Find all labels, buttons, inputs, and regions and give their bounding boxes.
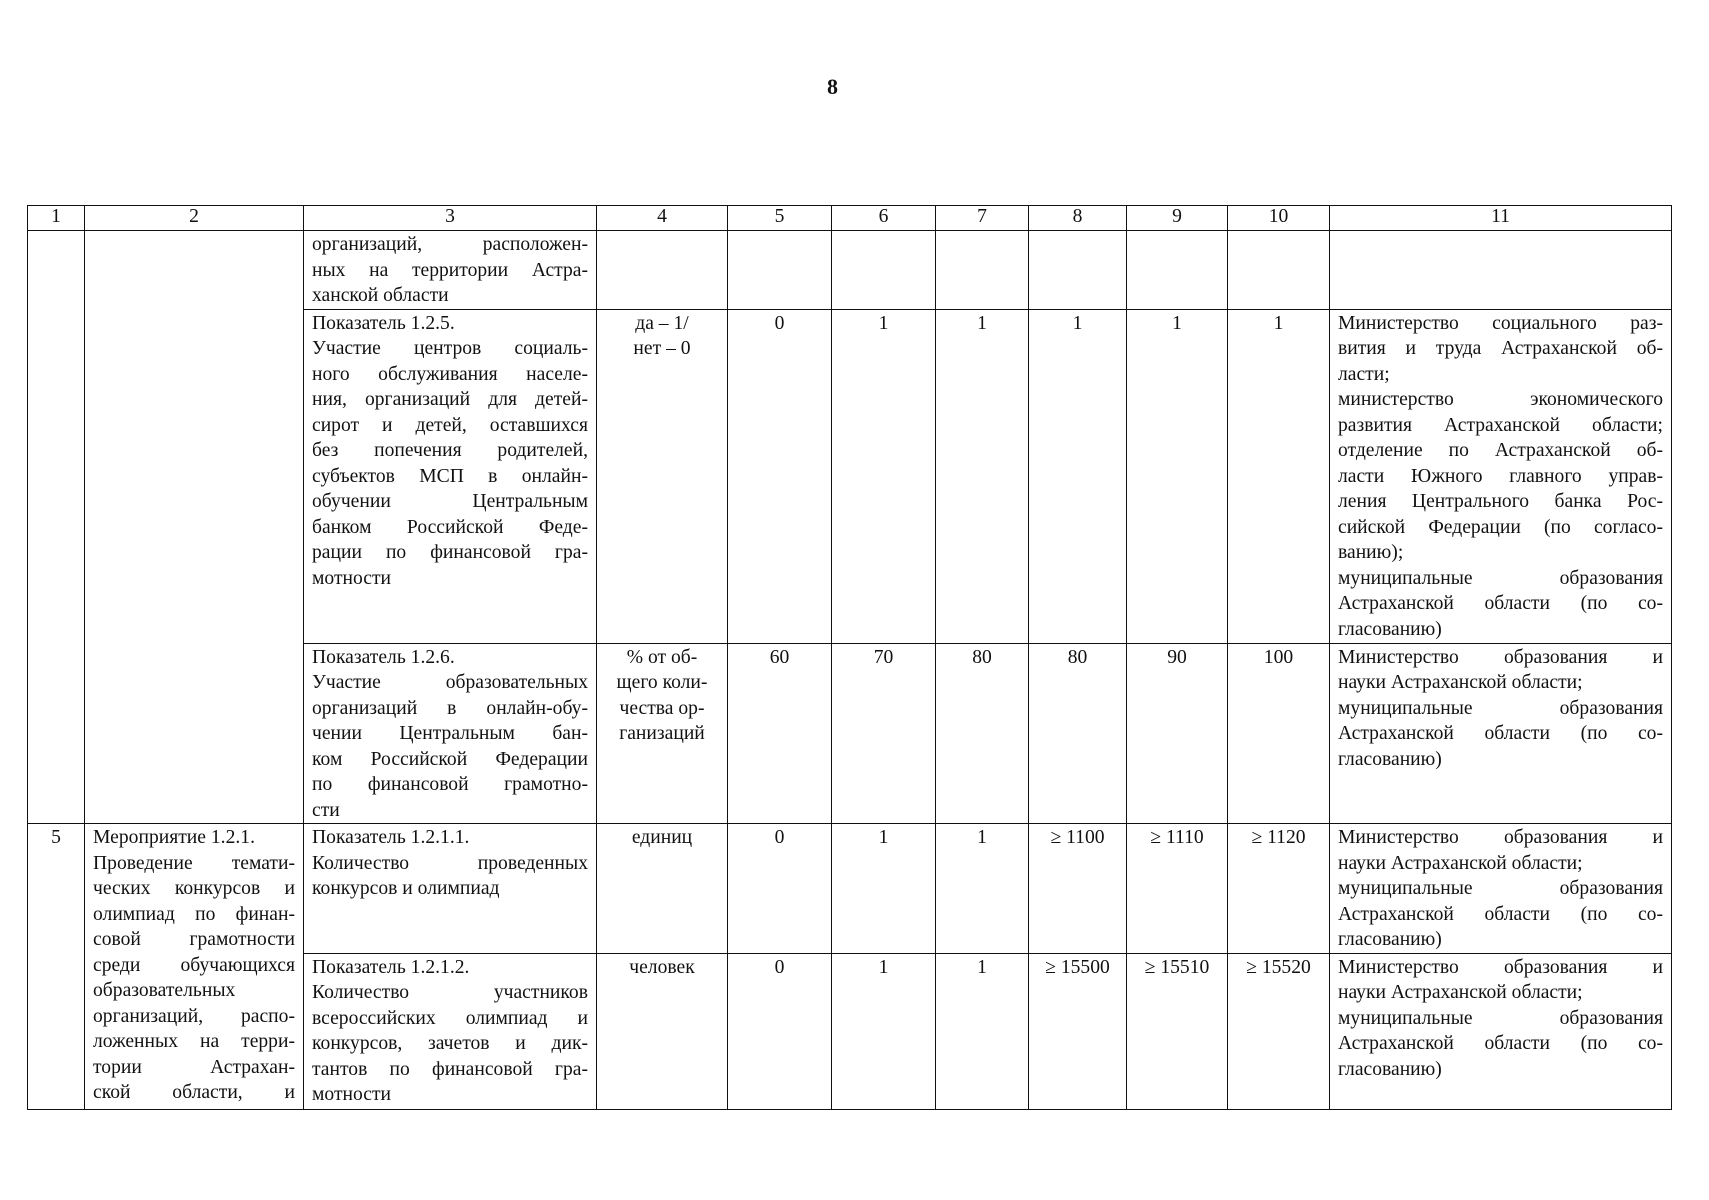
value-cell: ≥ 15500 [1029,953,1127,1109]
page-number: 8 [827,74,838,99]
text-line: да – 1/ [635,312,689,334]
text-line: гласованию) [1338,929,1442,950]
value-cell: 100 [1228,643,1330,824]
text-line: ванию); [1338,542,1404,563]
text-line: министерство экономического [1338,389,1663,410]
text-line: образовательных [93,980,236,1001]
text-line: единиц [631,827,693,848]
row-number-cell: 5 [28,824,85,1110]
text-line: ханской области [312,285,449,306]
text-line: ческих конкурсов и [93,878,295,899]
value-cell [1228,231,1330,310]
responsible-cell [1330,953,1672,1109]
value-cell: 1 [936,309,1029,643]
value-cell: 1 [936,824,1029,954]
text-line: науки Астраханской области; [1338,672,1583,693]
responsible-cell [1330,309,1672,643]
activity-cell [85,231,304,824]
value-cell: 1 [1228,309,1330,643]
column-header: 4 [597,206,728,231]
text-line: Показатель 1.2.5. [312,312,455,334]
text-line: ской области, и [93,1082,295,1103]
text-line: человек [629,956,695,978]
value-cell: 0 [728,309,832,643]
text-line: олимпиад по финан- [93,903,295,925]
column-number-header-row [28,206,1672,231]
value-cell: ≥ 15520 [1228,953,1330,1109]
text-line: Показатель 1.2.1.2. [312,956,470,978]
text-line: Астраханской области (по со- [1338,903,1663,925]
value-cell: 1 [832,309,936,643]
text-line: совой грамотности [93,929,295,950]
value-cell: 1 [1029,309,1127,643]
text-line: по финансовой грамотно- [312,774,588,795]
indicators-table [27,205,1672,1110]
indicator-cell [304,309,597,643]
value-cell [728,231,832,310]
indicator-cell [304,643,597,824]
text-line: науки Астраханской области; [1338,852,1583,874]
indicator-cell [304,824,597,954]
unit-cell [597,643,728,824]
value-cell: ≥ 1120 [1228,824,1330,954]
text-line: Министерство социального раз- [1338,312,1663,334]
text-line: науки Астраханской области; [1338,982,1583,1003]
unit-cell [597,231,728,310]
text-line: Количество проведенных [312,852,588,874]
column-header: 8 [1029,206,1127,231]
text-line: Проведение темати- [93,852,295,874]
text-line: Мероприятие 1.2.1. [93,827,255,848]
text-line: развития Астраханской области; [1338,414,1663,436]
value-cell: 1 [1127,309,1228,643]
text-line: Астраханской области (по со- [1338,1033,1663,1054]
text-line: мотности [312,1084,392,1105]
unit-cell [597,953,728,1109]
value-cell: ≥ 15510 [1127,953,1228,1109]
text-line: Количество участников [312,982,588,1003]
value-cell: 80 [936,643,1029,824]
text-line: Астраханской области (по со- [1338,723,1663,744]
text-line: Участие центров социаль- [312,338,588,359]
text-line: чении Центральным бан- [312,723,588,744]
text-line: муниципальные образования [1338,697,1663,719]
text-line: % от об- [626,646,698,668]
text-line: сирот и детей, оставшихся [312,414,588,436]
text-line: щего коли- [616,672,708,693]
text-line: обучении Центральным [312,491,588,512]
indicator-cell [304,231,597,310]
row-number-cell [28,231,85,824]
unit-cell [597,824,728,954]
text-line: мотности [312,567,392,589]
column-header: 6 [832,206,936,231]
text-line: ния, организаций для детей- [312,389,588,410]
value-cell: 90 [1127,643,1228,824]
text-line: муниципальные образования [1338,567,1663,589]
text-line: организаций в онлайн-обу- [312,697,588,719]
text-line: Министерство образования и [1338,956,1663,978]
text-line: ления Центрального банка Рос- [1338,491,1663,512]
column-header: 1 [28,206,85,231]
text-line: Показатель 1.2.1.1. [312,827,470,848]
text-line: муниципальные образования [1338,878,1663,899]
text-line: гласованию) [1338,748,1442,770]
indicator-cell [304,953,597,1109]
text-line: Участие образовательных [312,672,588,693]
activity-cell [85,824,304,1110]
text-line: без попечения родителей, [312,440,588,461]
text-line: тории Астрахан- [93,1056,295,1078]
text-line: Министерство образования и [1338,646,1663,668]
text-line: среди обучающихся [93,954,295,976]
table-row [28,824,1672,954]
text-line: тантов по финансовой гра- [312,1058,588,1080]
text-line: ласти Южного главного управ- [1338,465,1663,487]
text-line: гласованию) [1338,618,1442,640]
value-cell [936,231,1029,310]
column-header: 5 [728,206,832,231]
text-line: организаций, расположен- [312,234,588,255]
text-line: конкурсов, зачетов и дик- [312,1033,588,1054]
value-cell: 1 [832,953,936,1109]
text-line: организаций, распо- [93,1005,295,1027]
responsible-cell [1330,824,1672,954]
value-cell: 1 [832,824,936,954]
text-line: конкурсов и олимпиад [312,878,500,899]
text-line: всероссийских олимпиад и [312,1007,588,1029]
value-cell: ≥ 1110 [1127,824,1228,954]
value-cell: 1 [936,953,1029,1109]
text-line: сийской Федерации (по согласо- [1338,516,1663,538]
value-cell: 60 [728,643,832,824]
text-line: ганизаций [619,723,705,744]
column-header: 10 [1228,206,1330,231]
text-line: банком Российской Феде- [312,516,588,538]
text-line: вития и труда Астраханской об- [1338,338,1663,359]
value-cell [1029,231,1127,310]
column-header: 2 [85,206,304,231]
responsible-cell [1330,643,1672,824]
text-line: субъектов МСП в онлайн- [312,465,588,487]
text-line: ного обслуживания населе- [312,363,588,385]
text-line: Астраханской области (по со- [1338,593,1663,614]
text-line: гласованию) [1338,1058,1442,1080]
value-cell [832,231,936,310]
text-line: ком Российской Федерации [312,748,588,770]
value-cell [1127,231,1228,310]
value-cell: 0 [728,953,832,1109]
text-line: чества ор- [619,697,705,719]
column-header: 9 [1127,206,1228,231]
text-line: ных на территории Астра- [312,259,588,281]
text-line: нет – 0 [633,338,691,359]
text-line: отделение по Астраханской об- [1338,440,1663,461]
column-header: 3 [304,206,597,231]
table-row [28,231,1672,310]
text-line: Показатель 1.2.6. [312,646,455,668]
text-line: муниципальные образования [1338,1007,1663,1029]
responsible-cell [1330,231,1672,310]
text-line: сти [312,799,340,821]
value-cell: 0 [728,824,832,954]
column-header: 7 [936,206,1029,231]
value-cell: ≥ 1100 [1029,824,1127,954]
text-line: ласти; [1338,363,1390,385]
value-cell: 70 [832,643,936,824]
text-line: ложенных на терри- [93,1031,295,1052]
value-cell: 80 [1029,643,1127,824]
column-header: 11 [1330,206,1672,231]
text-line: Министерство образования и [1338,827,1663,848]
unit-cell [597,309,728,643]
text-line: рации по финансовой гра- [312,542,588,563]
